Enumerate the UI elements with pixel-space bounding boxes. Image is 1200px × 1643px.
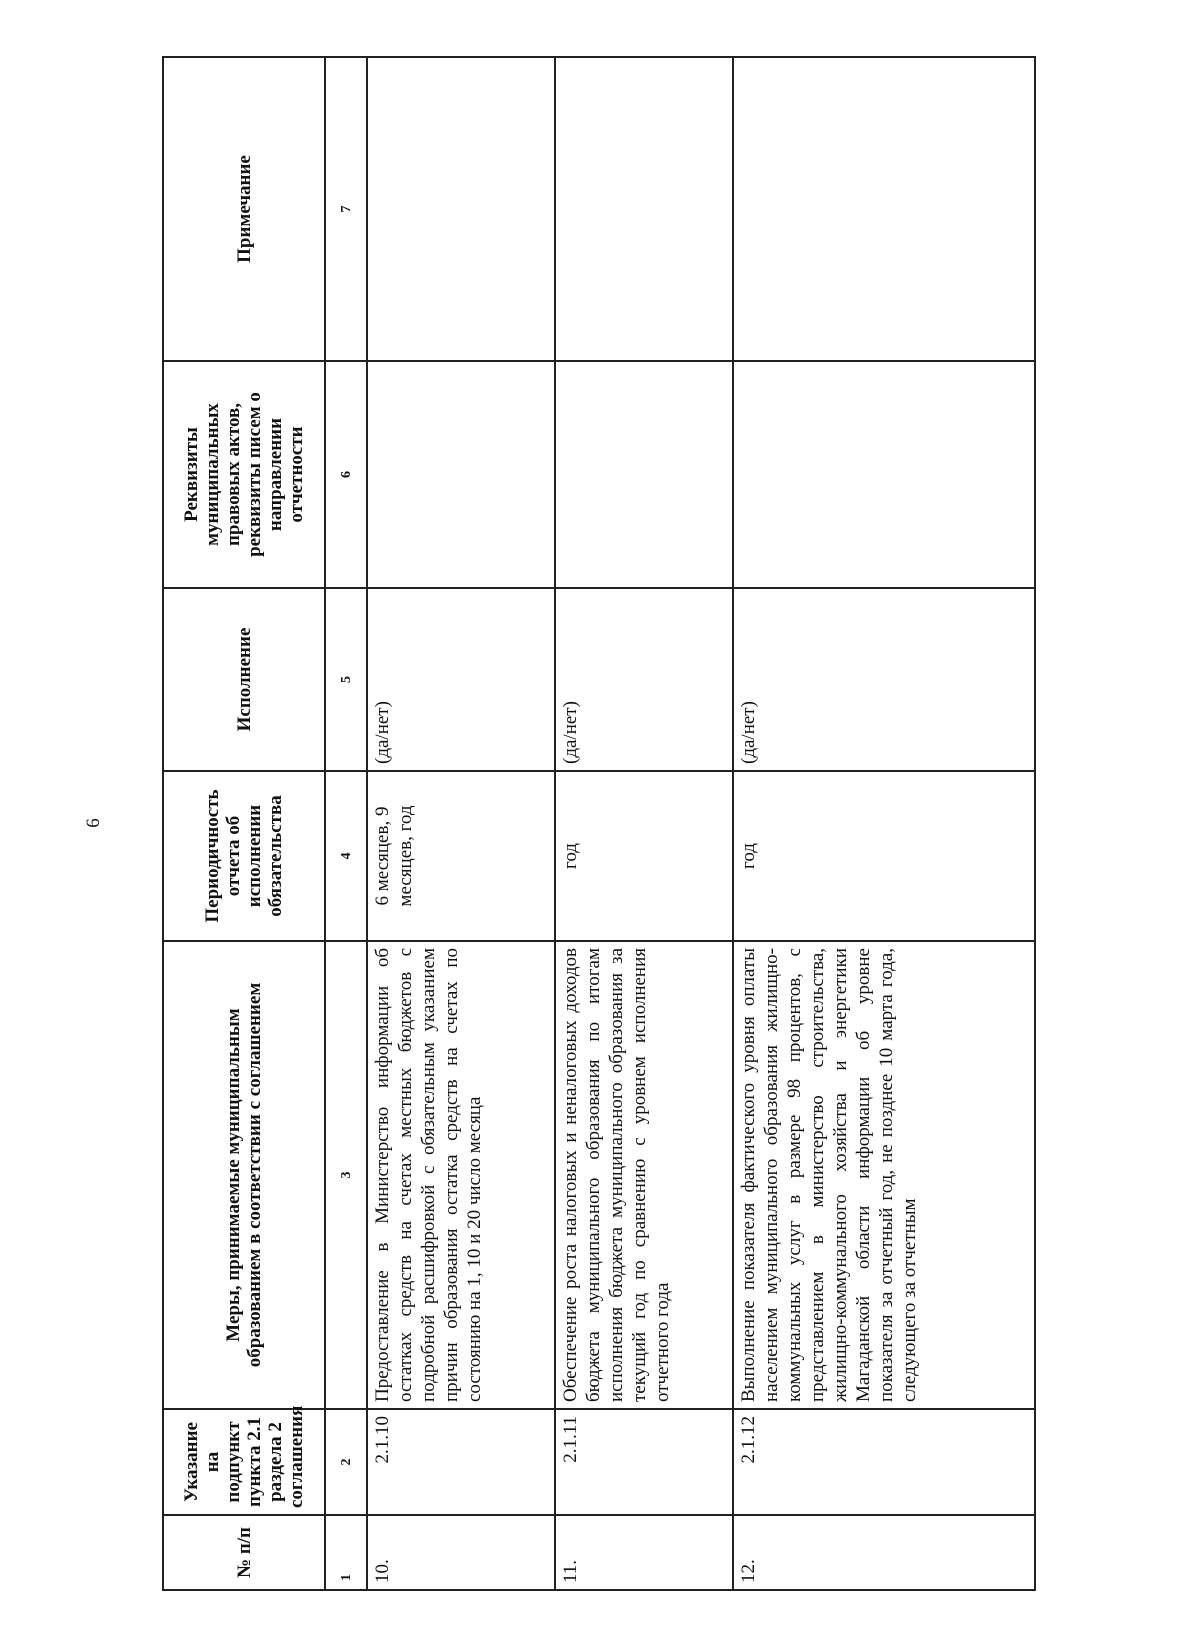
row-periodicity: 6 месяцев, 9 месяцев, год xyxy=(367,771,555,941)
table-row xyxy=(555,57,733,1590)
row-note xyxy=(367,57,555,361)
header-note: Примечание xyxy=(163,57,325,361)
row-clause: 2.1.10 xyxy=(367,1409,555,1515)
header-periodicity: Периодичность отчета об исполнении обязательства xyxy=(163,771,325,941)
row-number: 10. xyxy=(367,1515,555,1590)
row-measure: Обеспечение роста налоговых и неналоговых доходов бюджета муниципального образования по итогам исполнения бюджета муниципального образования за текущий год по сравнению с уровнем исполнения отчетного года xyxy=(555,941,733,1409)
obligations-table xyxy=(162,56,1036,1591)
column-number: 4 xyxy=(325,771,367,941)
column-number: 5 xyxy=(325,588,367,771)
row-number: 11. xyxy=(555,1515,733,1590)
column-number: 6 xyxy=(325,361,367,588)
row-note xyxy=(733,57,1035,361)
column-number: 2 xyxy=(325,1409,367,1515)
row-clause: 2.1.11 xyxy=(555,1409,733,1515)
column-number: 3 xyxy=(325,941,367,1409)
rotated-table-container xyxy=(162,58,1034,1591)
row-execution: (да/нет) xyxy=(367,588,555,771)
row-requisites xyxy=(555,361,733,588)
column-number: 1 xyxy=(325,1515,367,1590)
header-row xyxy=(163,57,325,1590)
row-periodicity: год xyxy=(733,771,1035,941)
row-requisites xyxy=(367,361,555,588)
row-number: 12. xyxy=(733,1515,1035,1590)
page-number: 6 xyxy=(83,818,104,828)
header-execution: Исполнение xyxy=(163,588,325,771)
column-numbers-row xyxy=(325,57,367,1590)
row-measure: Предоставление в Министерство информации об остатках средств на счетах местных бюджетов с подробной расшифровкой с обязательным указанием причин образования остатка средств на счетах по состоянию на 1, 10 и 20 число месяца xyxy=(367,941,555,1409)
table-row xyxy=(367,57,555,1590)
row-note xyxy=(555,57,733,361)
header-clause: Указание на подпункт пункта 2.1 раздела 2 соглашения xyxy=(163,1409,325,1515)
header-number: № п/п xyxy=(163,1515,325,1590)
table-row xyxy=(733,57,1035,1590)
row-execution: (да/нет) xyxy=(733,588,1035,771)
column-number: 7 xyxy=(325,57,367,361)
row-execution: (да/нет) xyxy=(555,588,733,771)
row-clause: 2.1.12 xyxy=(733,1409,1035,1515)
header-requisites: Реквизиты муниципальных правовых актов, реквизиты писем о направлении отчетности xyxy=(163,361,325,588)
row-measure: Выполнение показателя фактического уровня оплаты населением муниципального образования жилищно-коммунальных услуг в размере 98 процентов, с представлением в министерство строительства, жилищно-коммунального хозяйства и энергетики Магаданской области информации об уровне показателя за отчетный год, не позднее 10 марта года, следующего за отчетным xyxy=(733,941,1035,1409)
header-measures: Меры, принимаемые муниципальным образованием в соответствии с соглашением xyxy=(163,941,325,1409)
row-periodicity: год xyxy=(555,771,733,941)
row-requisites xyxy=(733,361,1035,588)
